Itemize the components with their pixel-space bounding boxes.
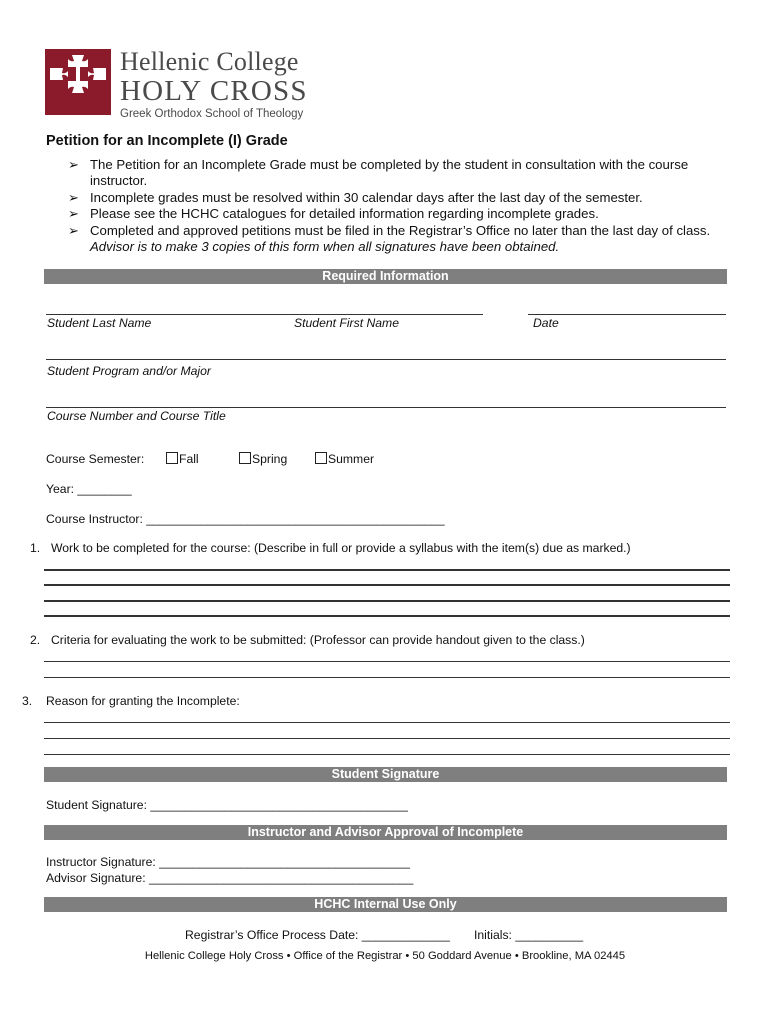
section-bar-student-signature: Student Signature xyxy=(44,767,727,782)
footer-address: Hellenic College Holy Cross • Office of the Registrar • 50 Goddard Avenue • Brookline, MA 02445 xyxy=(144,950,626,962)
date-label: Date xyxy=(533,316,559,330)
process-date-field[interactable]: Registrar’s Office Process Date: _____________ xyxy=(185,928,450,942)
question-text: Reason for granting the Incomplete: xyxy=(46,694,240,708)
answer-line[interactable] xyxy=(44,738,730,739)
advisor-signature-field[interactable]: Advisor Signature: _______________________________________ xyxy=(46,871,414,885)
arrow-bullet-icon: ➢ xyxy=(68,222,80,238)
course-field[interactable] xyxy=(46,407,726,408)
last-name-label: Student Last Name xyxy=(47,316,152,330)
instruction-item xyxy=(68,206,740,222)
semester-fall-option[interactable] xyxy=(166,452,199,466)
answer-line[interactable] xyxy=(44,569,730,571)
question-text: Criteria for evaluating the work to be submitted: (Professor can provide handout given to the class.) xyxy=(51,633,585,647)
answer-line[interactable] xyxy=(44,615,730,617)
instruction-text: The Petition for an Incomplete Grade must be completed by the student in consultation with the course instructor. xyxy=(90,157,689,189)
instruction-item xyxy=(68,157,740,190)
semester-summer-option[interactable] xyxy=(315,452,374,466)
question-number: 2. xyxy=(30,633,41,647)
logo-line-1: Hellenic College xyxy=(120,47,299,76)
arrow-bullet-icon: ➢ xyxy=(68,206,80,222)
year-field[interactable]: Year: ________ xyxy=(46,482,132,496)
question-number: 3. xyxy=(22,694,33,708)
program-field[interactable] xyxy=(46,359,726,360)
instruction-text: Incomplete grades must be resolved within 30 calendar days after the last day of the semester. xyxy=(90,189,643,205)
section-bar-required: Required Information xyxy=(44,269,727,284)
initials-field[interactable]: Initials: __________ xyxy=(474,928,584,942)
instruction-emphasis: Advisor is to make 3 copies of this form when all signatures have been obtained. xyxy=(90,239,560,255)
first-name-label: Student First Name xyxy=(294,316,399,330)
student-name-field[interactable] xyxy=(46,314,483,315)
answer-line[interactable] xyxy=(44,661,730,662)
section-bar-approval: Instructor and Advisor Approval of Incomplete xyxy=(44,825,727,840)
logo-line-3: Greek Orthodox School of Theology xyxy=(120,108,304,120)
spring-label: Spring xyxy=(252,452,288,466)
instruction-text: Completed and approved petitions must be filed in the Registrar’s Office no later than the last day of class. xyxy=(90,222,711,238)
section-bar-internal: HCHC Internal Use Only xyxy=(44,897,727,912)
answer-line[interactable] xyxy=(44,722,730,723)
spring-checkbox[interactable] xyxy=(239,452,251,464)
form-title: Petition for an Incomplete (I) Grade xyxy=(46,133,288,149)
college-logo-text xyxy=(120,48,308,121)
arrow-bullet-icon: ➢ xyxy=(68,189,80,205)
question-number: 1. xyxy=(30,541,41,555)
semester-label: Course Semester: xyxy=(46,452,145,466)
course-label: Course Number and Course Title xyxy=(47,409,226,423)
cross-logo-icon xyxy=(45,49,111,115)
semester-spring-option[interactable] xyxy=(239,452,287,466)
instructor-signature-field[interactable]: Instructor Signature: _____________________________________ xyxy=(46,855,410,869)
fall-label: Fall xyxy=(179,452,199,466)
arrow-bullet-icon: ➢ xyxy=(68,157,80,172)
fall-checkbox[interactable] xyxy=(166,452,178,464)
logo-line-2: HOLY CROSS xyxy=(120,75,308,107)
summer-label: Summer xyxy=(328,452,375,466)
date-field[interactable] xyxy=(528,314,726,315)
instruction-list xyxy=(68,157,740,255)
instructor-field[interactable]: Course Instructor: ____________________________________________ xyxy=(46,512,445,526)
student-signature-field[interactable]: Student Signature: ______________________________________ xyxy=(46,798,408,812)
answer-line[interactable] xyxy=(44,600,730,602)
answer-line[interactable] xyxy=(44,754,730,755)
instruction-item xyxy=(68,223,740,256)
instruction-text: Please see the HCHC catalogues for detailed information regarding incomplete grades. xyxy=(90,206,599,222)
answer-line[interactable] xyxy=(44,584,730,586)
summer-checkbox[interactable] xyxy=(315,452,327,464)
question-text: Work to be completed for the course: (Describe in full or provide a syllabus with the item(s) due as marked.) xyxy=(51,541,631,555)
instruction-item xyxy=(68,190,740,206)
program-label: Student Program and/or Major xyxy=(47,364,211,378)
answer-line[interactable] xyxy=(44,677,730,678)
